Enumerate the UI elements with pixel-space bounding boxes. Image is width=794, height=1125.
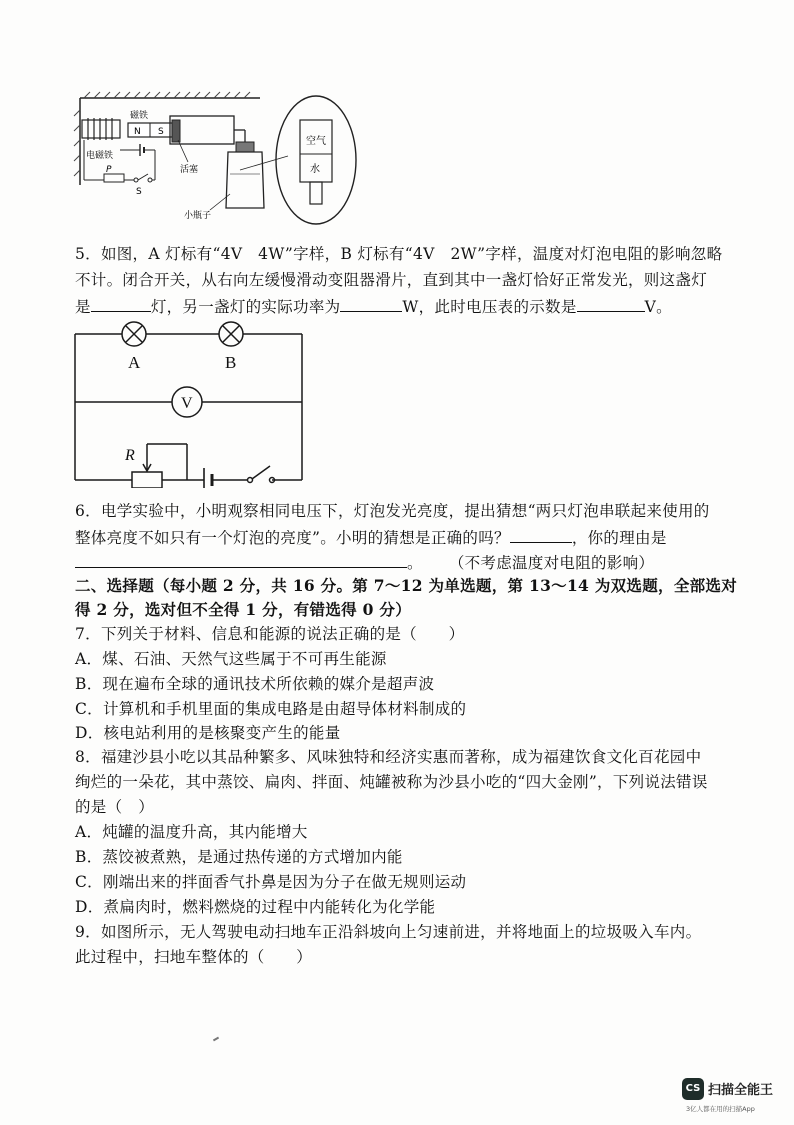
water-label: 水: [310, 164, 320, 175]
q5-blank-lamp[interactable]: [91, 295, 151, 312]
q9-line1: 9．如图所示，无人驾驶电动扫地车正沿斜坡向上匀速前进，并将地面上的垃圾吸入车内。: [75, 923, 702, 941]
voltmeter-label: V: [181, 395, 193, 412]
q5-line3-c: W，此时电压表的示数是: [402, 298, 577, 316]
q5-line3-d: V。: [644, 298, 672, 316]
q5-line3-a: 是: [75, 298, 91, 316]
rheostat-p-label: P: [106, 165, 112, 175]
q6-line2: [75, 526, 667, 549]
q8-line1: 8．福建沙县小吃以其品种繁多、风味独特和经济实惠而著称，成为福建饮食文化百花园中: [75, 748, 702, 766]
q7-option-b[interactable]: B．现在遍布全球的通讯技术所依赖的媒介是超声波: [75, 675, 435, 693]
magnet-label: 磁铁: [130, 111, 149, 121]
q7-option-d[interactable]: D．核电站利用的是核聚变产生的能量: [75, 724, 341, 742]
q8-option-c[interactable]: C．刚端出来的拌面香气扑鼻是因为分子在做无规则运动: [75, 873, 467, 891]
q8-line3: 的是（ ）: [75, 798, 155, 816]
q6-blank-answer[interactable]: [510, 526, 572, 543]
q7-option-a[interactable]: A．煤、石油、天然气这些属于不可再生能源: [75, 650, 387, 668]
q6-line3-b: （不考虑温度对电阻的影响）: [448, 554, 655, 572]
q6-line2-a: 整体亮度不如只有一个灯泡的亮度”。小明的猜想是正确的吗？: [75, 529, 510, 547]
lamp-b-label: B: [225, 353, 237, 372]
q6-line1: 6．电学实验中，小明观察相同电压下，灯泡发光亮度，提出猜想“两只灯泡串联起来使用的: [75, 502, 710, 520]
scan-speck: [213, 1037, 219, 1042]
air-label: 空气: [306, 136, 326, 147]
section2-line2: 得 2 分，选对但不全得 1 分，有错选得 0 分）: [75, 600, 412, 619]
magnet-n-label: N: [134, 127, 141, 137]
figure-electromagnet-apparatus: [70, 90, 370, 230]
q6-line2-b: ，你的理由是: [571, 529, 667, 547]
q5-line2: 不计。闭合开关，从右向左缓慢滑动变阻器滑片，直到其中一盏灯恰好正常发光，则这盏灯: [75, 271, 708, 289]
q8-option-b[interactable]: B．蒸饺被煮熟，是通过热传递的方式增加内能: [75, 848, 403, 866]
watermark-tagline: 3亿人都在用的扫描App: [686, 1105, 755, 1113]
magnet-s-label: S: [158, 127, 164, 137]
q7-stem: 7．下列关于材料、信息和能源的说法正确的是（ ）: [75, 625, 465, 643]
switch-s-label: S: [136, 187, 142, 197]
q5-blank-power[interactable]: [340, 295, 402, 312]
electromagnet-label: 电磁铁: [86, 151, 114, 161]
q6-line3-a: 。: [407, 554, 423, 572]
q8-option-d[interactable]: D．煮扁肉时，燃料燃烧的过程中内能转化为化学能: [75, 898, 436, 916]
q8-option-a[interactable]: A．炖罐的温度升高，其内能增大: [75, 823, 308, 841]
rheostat-label: R: [125, 447, 135, 464]
lamp-a-label: A: [128, 353, 141, 372]
camscanner-logo-icon: CS: [682, 1078, 704, 1100]
q6-line3: [75, 551, 654, 574]
bottle-label: 小瓶子: [184, 211, 212, 221]
q6-blank-reason[interactable]: [75, 551, 407, 568]
q5-line1: 5．如图，A 灯标有“4V 4W”字样，B 灯标有“4V 2W”字样，温度对灯泡电阻的影响忽略: [75, 245, 723, 263]
q5-line3: [75, 295, 672, 318]
piston-label: 活塞: [180, 165, 199, 175]
figure-circuit-lamps: [70, 318, 310, 488]
section2-line1: 二、选择题（每小题 2 分，共 16 分。第 7～12 为单选题，第 13～14 为双选题，全部选对: [75, 576, 738, 595]
q8-line2: 绚烂的一朵花，其中蒸饺、扁肉、拌面、炖罐被称为沙县小吃的“四大金刚”，下列说法错误: [75, 773, 708, 791]
q7-option-c[interactable]: C．计算机和手机里面的集成电路是由超导体材料制成的: [75, 700, 467, 718]
watermark-app-name: 扫描全能王: [708, 1083, 774, 1098]
q5-line3-b: 灯，另一盏灯的实际功率为: [150, 298, 341, 316]
q5-blank-voltage[interactable]: [577, 295, 645, 312]
q9-line2: 此过程中，扫地车整体的（ ）: [75, 948, 313, 966]
